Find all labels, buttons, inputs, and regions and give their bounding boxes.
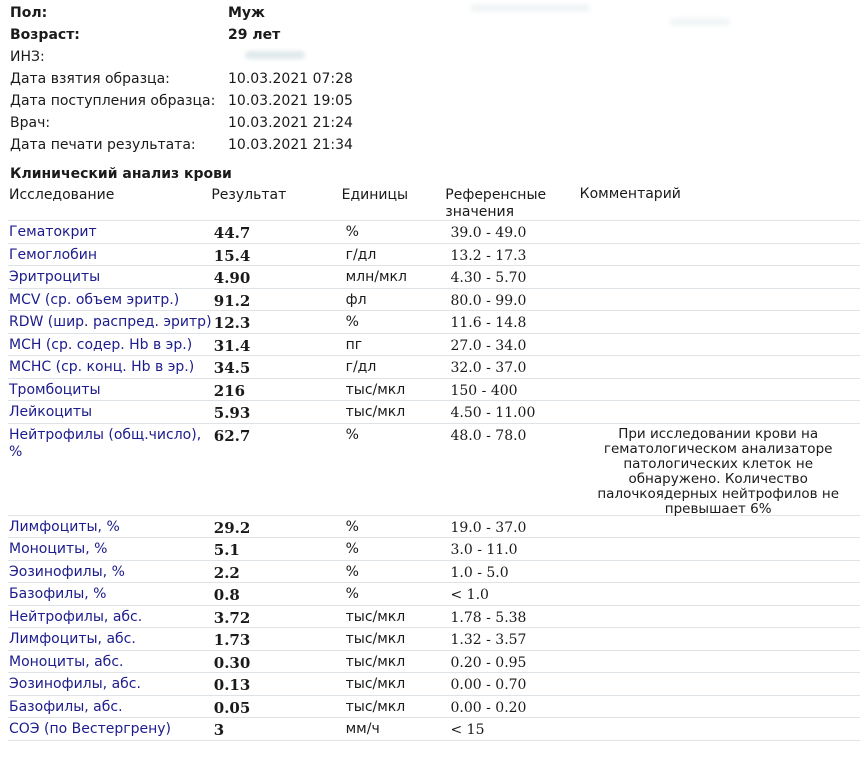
sample-taken-label: Дата взятия образца:	[10, 71, 170, 87]
age-value: 29 лет	[228, 27, 281, 43]
sample-received-row	[10, 90, 353, 112]
table-row	[8, 673, 860, 696]
test-name: Эозинофилы, абс.	[9, 676, 141, 692]
test-units: тыс/мкл	[345, 698, 406, 715]
test-result: 4.90	[213, 269, 251, 287]
test-reference: < 1.0	[450, 587, 489, 603]
table-row	[8, 651, 860, 674]
redacted-header-right-2	[670, 18, 730, 26]
test-name: MCV (ср. объем эритр.)	[9, 291, 180, 308]
test-units: г/дл	[345, 246, 377, 263]
age-label: Возраст:	[10, 27, 80, 43]
header-reference	[445, 187, 569, 220]
sample-received-value: 10.03.2021 19:05	[228, 93, 353, 109]
test-reference: 27.0 - 34.0	[450, 337, 527, 354]
test-name: Базофилы, %	[9, 586, 107, 602]
sample-taken-value: 10.03.2021 07:28	[228, 71, 353, 87]
test-comment	[576, 673, 860, 676]
test-units: %	[345, 426, 359, 443]
test-result: 31.4	[213, 336, 251, 355]
test-name: Тромбоциты	[9, 381, 101, 398]
test-units: тыс/мкл	[345, 404, 406, 420]
test-comment	[576, 221, 860, 224]
test-name: MCHC (ср. конц. Hb в эр.)	[9, 359, 195, 375]
test-reference: 1.0 - 5.0	[450, 564, 509, 581]
test-name: Гемоглобин	[9, 246, 98, 263]
patient-info	[10, 2, 353, 156]
header-test: Исследование	[9, 187, 115, 203]
test-reference: 4.50 - 11.00	[450, 405, 536, 421]
test-units: %	[345, 563, 359, 580]
test-result: 29.2	[213, 518, 251, 537]
test-units: %	[345, 518, 359, 535]
table-row	[8, 424, 860, 516]
test-result: 0.05	[213, 698, 251, 717]
test-units: млн/мкл	[345, 269, 407, 285]
test-reference: 19.0 - 37.0	[450, 519, 527, 536]
test-reference: 3.0 - 11.0	[450, 542, 518, 558]
test-comment: При исследовании крови на гематологическом анализаторе патологических клеток не обнаружено. Количество палочкоядерных нейтрофилов не превышает 6%	[597, 425, 839, 517]
test-name: Эритроциты	[9, 269, 101, 285]
test-result: 12.3	[213, 314, 251, 332]
test-comment	[576, 401, 860, 404]
test-result: 34.5	[213, 359, 251, 377]
test-units: мм/ч	[345, 721, 380, 737]
test-result: 3.72	[213, 608, 251, 627]
test-result: 0.13	[213, 676, 251, 694]
test-units: г/дл	[345, 359, 377, 375]
doctor-row	[10, 112, 353, 134]
test-result: 5.1	[213, 541, 240, 559]
test-name: Моноциты, абс.	[9, 653, 124, 670]
redacted-inz	[245, 51, 305, 59]
table-row	[8, 221, 860, 244]
header-reference-line2: значения	[445, 204, 515, 220]
test-reference: 32.0 - 37.0	[450, 360, 527, 376]
header-result: Результат	[211, 187, 287, 203]
test-units: тыс/мкл	[345, 631, 406, 647]
test-comment	[576, 356, 860, 359]
print-date-label: Дата печати результата:	[10, 137, 196, 153]
test-comment	[576, 538, 860, 541]
test-name: Базофилы, абс.	[9, 698, 123, 715]
table-row	[8, 516, 860, 539]
test-units: %	[345, 541, 359, 557]
test-units: %	[345, 586, 359, 602]
table-row	[8, 718, 860, 741]
test-result: 62.7	[213, 426, 251, 445]
test-comment	[576, 311, 860, 314]
test-result: 2.2	[213, 563, 240, 582]
test-reference: 0.20 - 0.95	[450, 654, 527, 671]
test-name: Лейкоциты	[9, 404, 93, 420]
test-comment	[576, 696, 860, 699]
test-result: 1.73	[213, 631, 251, 649]
table-row	[8, 334, 860, 357]
test-reference: 80.0 - 99.0	[450, 292, 527, 309]
test-reference: 11.6 - 14.8	[450, 315, 527, 331]
test-comment	[576, 651, 860, 654]
test-name: Моноциты, %	[9, 541, 108, 557]
table-body	[8, 221, 860, 741]
section-title: Клинический анализ крови	[10, 166, 232, 182]
test-result: 0.8	[213, 586, 240, 604]
test-result: 5.93	[213, 404, 251, 422]
sex-label: Пол:	[10, 5, 48, 21]
test-reference: 1.32 - 3.57	[450, 632, 527, 648]
table-row	[8, 401, 860, 424]
patient-age-row	[10, 24, 353, 46]
test-name: Гематокрит	[9, 224, 97, 240]
test-units: %	[345, 224, 359, 240]
table-row	[8, 244, 860, 267]
test-comment	[576, 289, 860, 292]
test-name: СОЭ (по Вестергрену)	[9, 721, 171, 737]
test-units: фл	[345, 291, 367, 308]
test-reference: 48.0 - 78.0	[450, 427, 527, 444]
results-table	[8, 183, 860, 741]
table-header	[8, 183, 860, 221]
test-name: Нейтрофилы (общ.число), %	[9, 426, 202, 460]
test-units: %	[345, 314, 359, 330]
redacted-header-right	[470, 4, 590, 12]
test-name: MCH (ср. содер. Hb в эр.)	[9, 336, 193, 353]
test-units: тыс/мкл	[345, 608, 406, 625]
test-comment	[576, 718, 860, 721]
test-name: Лимфоциты, абс.	[9, 631, 136, 647]
table-row	[8, 583, 860, 606]
test-reference: 4.30 - 5.70	[450, 270, 527, 286]
table-row	[8, 311, 860, 334]
test-comment	[576, 628, 860, 631]
sample-received-label: Дата поступления образца:	[10, 93, 216, 109]
test-units: пг	[345, 336, 363, 353]
test-reference: 13.2 - 17.3	[450, 247, 527, 264]
test-name: Лимфоциты, %	[9, 518, 120, 535]
table-row	[8, 356, 860, 379]
inz-label: ИНЗ:	[10, 49, 45, 65]
test-name: RDW (шир. распред. эритр)	[9, 314, 212, 330]
test-result: 91.2	[213, 291, 251, 310]
test-result: 15.4	[213, 246, 251, 265]
table-row	[8, 628, 860, 651]
header-units: Единицы	[341, 187, 409, 203]
doctor-label: Врач:	[10, 115, 51, 131]
header-reference-line1: Референсные	[445, 187, 547, 203]
table-row	[8, 538, 860, 561]
test-result: 216	[213, 381, 246, 400]
test-reference: 1.78 - 5.38	[450, 609, 527, 626]
test-units: тыс/мкл	[345, 381, 406, 398]
header-comment: Комментарий	[579, 186, 681, 202]
table-row	[8, 289, 860, 312]
test-comment	[576, 561, 860, 564]
table-row	[8, 606, 860, 629]
table-row	[8, 696, 860, 719]
test-units: тыс/мкл	[345, 653, 406, 670]
test-comment	[576, 244, 860, 247]
test-result: 3	[213, 721, 225, 739]
patient-sex-row	[10, 2, 353, 24]
test-comment	[576, 266, 860, 269]
table-row	[8, 561, 860, 584]
test-reference: 0.00 - 0.70	[450, 677, 527, 693]
test-units: тыс/мкл	[345, 676, 406, 692]
test-comment	[576, 379, 860, 382]
test-comment	[576, 516, 860, 519]
test-comment	[576, 583, 860, 586]
table-row	[8, 379, 860, 402]
test-name: Эозинофилы, %	[9, 563, 125, 580]
test-result: 44.7	[213, 224, 251, 242]
doctor-value: 10.03.2021 21:24	[228, 115, 353, 131]
test-reference: 39.0 - 49.0	[450, 225, 527, 241]
test-result: 0.30	[213, 653, 251, 672]
test-reference: 150 - 400	[450, 382, 518, 399]
print-date-row	[10, 134, 353, 156]
print-date-value: 10.03.2021 21:34	[228, 137, 353, 153]
sample-taken-row	[10, 68, 353, 90]
sex-value: Муж	[228, 5, 265, 21]
test-comment	[576, 606, 860, 609]
test-reference: 0.00 - 0.20	[450, 699, 527, 716]
test-reference: < 15	[450, 722, 485, 738]
test-name: Нейтрофилы, абс.	[9, 608, 143, 625]
test-comment	[576, 334, 860, 337]
table-row	[8, 266, 860, 289]
